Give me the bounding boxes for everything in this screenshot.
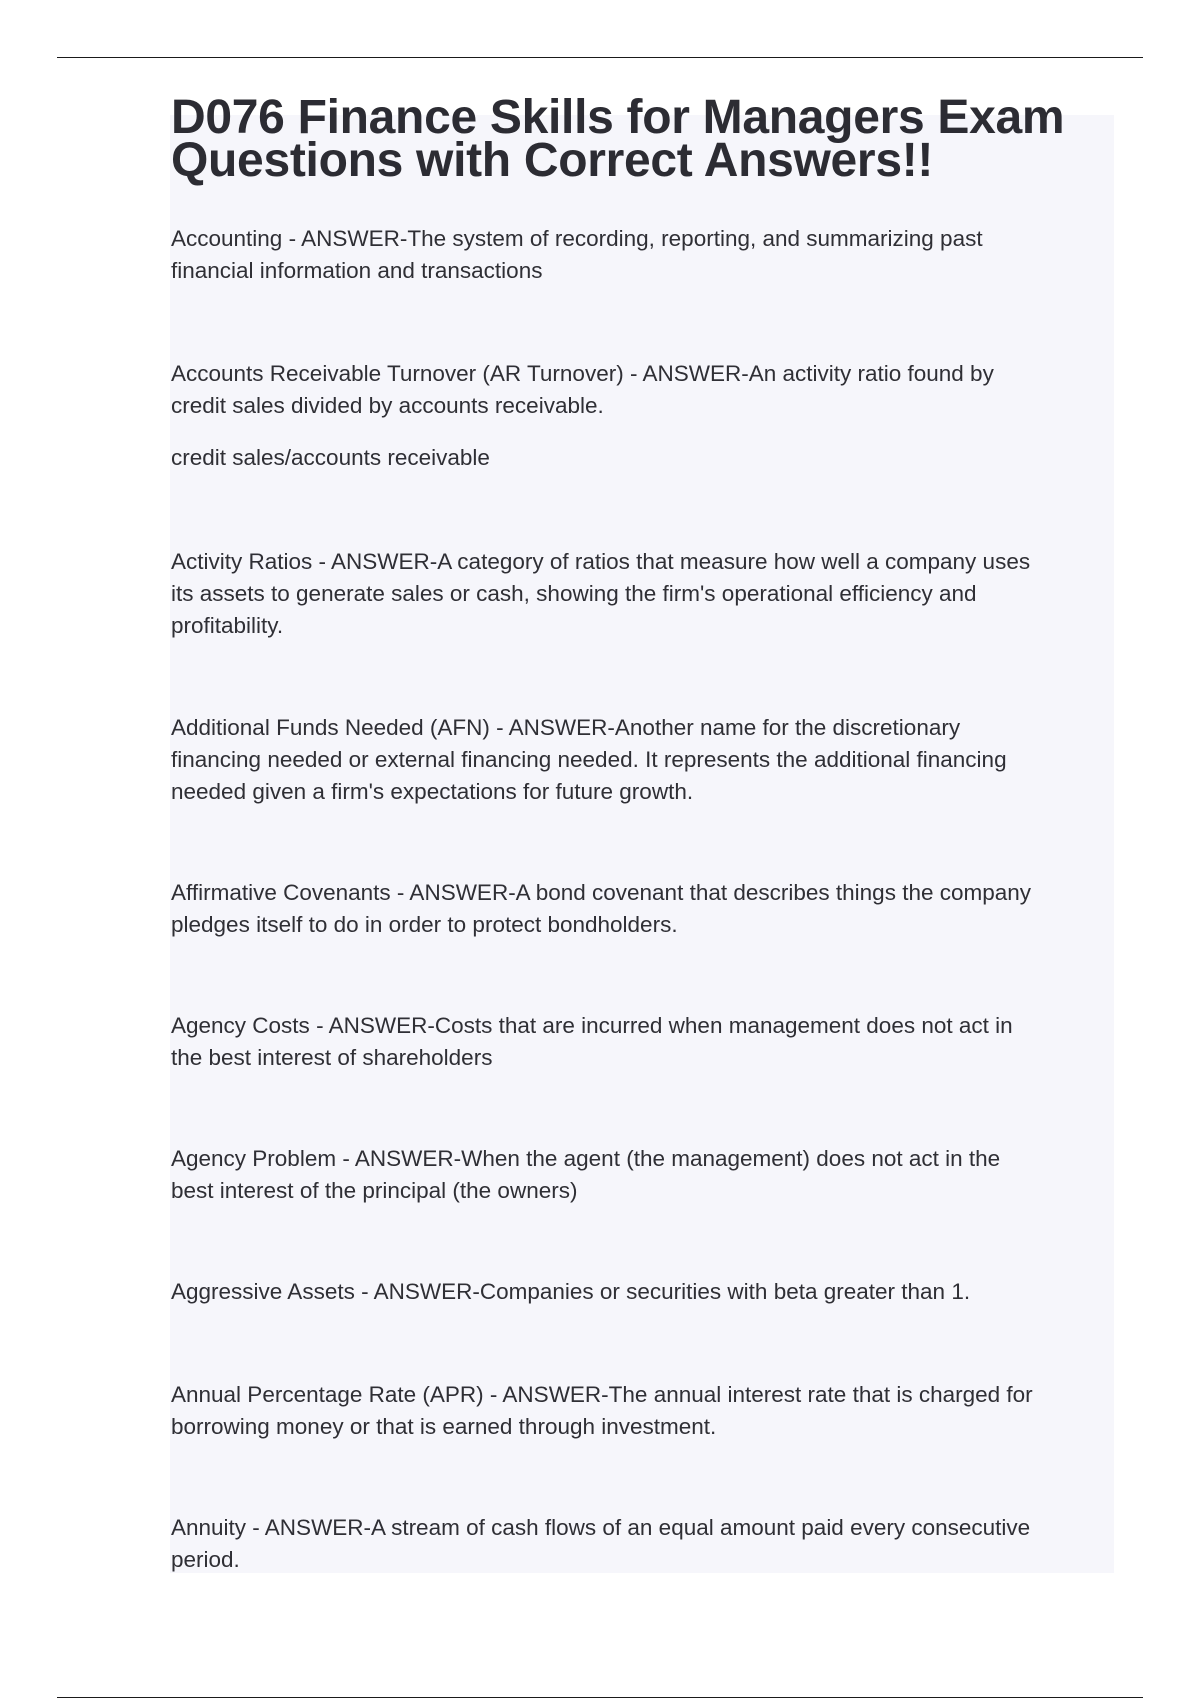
qa-entry-activity-ratios [171,546,1101,642]
qa-entry-aggressive-assets [171,1276,1101,1308]
entry-line: Affirmative Covenants - ANSWER-A bond covenant that describes things the company [171,880,1032,905]
entry-line: borrowing money or that is earned through investment. [171,1414,717,1439]
entry-line: financial information and transactions [171,258,543,283]
entry-line: Agency Problem - ANSWER-When the agent (the management) does not act in the [171,1146,1001,1171]
entry-line: Annuity - ANSWER-A stream of cash flows of an equal amount paid every consecutive [171,1515,1031,1540]
entry-line: period. [171,1547,240,1572]
entry-line: credit sales divided by accounts receivable. [171,393,604,418]
formula-line: credit sales/accounts receivable [171,445,490,470]
entry-line: the best interest of shareholders [171,1045,493,1070]
formula-ar-turnover [171,442,1101,474]
entry-line: Accounts Receivable Turnover (AR Turnover) - ANSWER-An activity ratio found by [171,361,994,386]
entry-line: Accounting - ANSWER-The system of recording, reporting, and summarizing past [171,226,983,251]
entry-line: best interest of the principal (the owners) [171,1178,578,1203]
title-line: D076 Finance Skills for Managers Exam [171,91,1065,144]
entry-line: financing needed or external financing needed. It represents the additional financing [171,747,1007,772]
entry-line: Activity Ratios - ANSWER-A category of ratios that measure how well a company uses [171,549,1031,574]
qa-entry-annuity [171,1512,1101,1576]
title-line: Questions with Correct Answers!! [171,134,934,188]
top-rule [57,57,1143,58]
entry-line: profitability. [171,613,284,638]
qa-entry-afn [171,712,1101,808]
document-title [171,91,1121,188]
qa-entry-apr [171,1379,1101,1443]
entry-line: pledges itself to do in order to protect bondholders. [171,912,678,937]
qa-entry-ar-turnover [171,358,1101,422]
qa-entry-accounting [171,223,1101,287]
entry-line: Agency Costs - ANSWER-Costs that are incurred when management does not act in [171,1013,1013,1038]
entry-line: its assets to generate sales or cash, showing the firm's operational efficiency and [171,581,977,606]
entry-line: Aggressive Assets - ANSWER-Companies or securities with beta greater than 1. [171,1279,971,1304]
qa-entry-affirmative-covenants [171,877,1101,941]
content-background [170,115,1114,1573]
bottom-rule [57,1697,1143,1698]
entry-line: Additional Funds Needed (AFN) - ANSWER-Another name for the discretionary [171,715,961,740]
entry-line: Annual Percentage Rate (APR) - ANSWER-The annual interest rate that is charged for [171,1382,1033,1407]
qa-entry-agency-problem [171,1143,1101,1207]
entry-line: needed given a firm's expectations for future growth. [171,779,694,804]
qa-entry-agency-costs [171,1010,1101,1074]
